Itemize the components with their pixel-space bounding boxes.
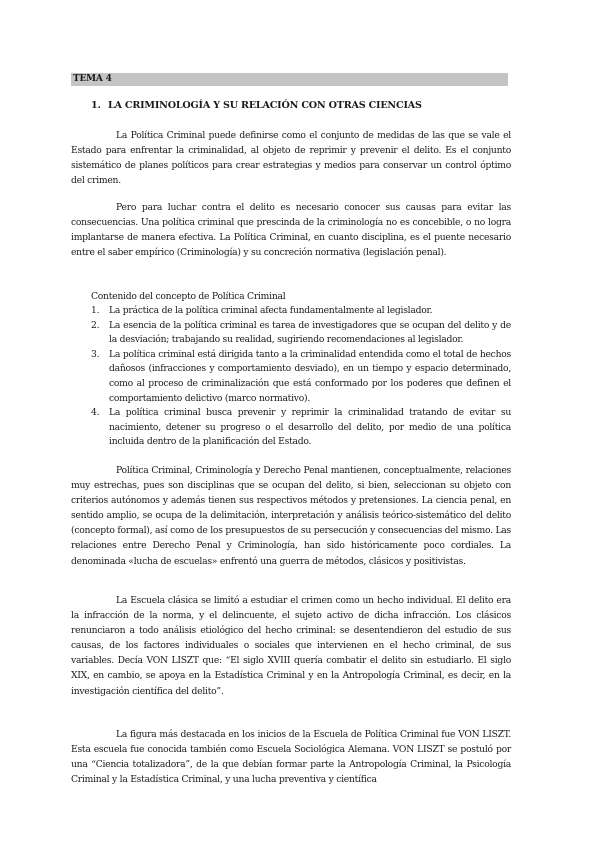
section-number: 1. (91, 100, 101, 111)
list-item-text: La política criminal está dirigida tanto a la criminalidad entendida como el total de hechos dañosos (infracciones y comportamiento desviado), en un tiempo y espacio determinado, como al proceso de criminalización que está conformado por los poderes que definen el comportamiento delictivo (marco normativo). (109, 348, 511, 404)
section-heading (91, 99, 511, 113)
paragraph-von-liszt: La figura más destacada en los inicios de la Escuela de Política Criminal fue VON LISZT. Esta escuela fue conocida también como Escuela Sociológica Alemana. VON LISZT se postuló por una “Ciencia totalizadora”, de la que debían formar parte la Antropología Criminal, la Psicología Criminal y la Estadística Criminal, y una lucha preventiva y científica (71, 729, 511, 786)
section-title: LA CRIMINOLOGÍA Y SU RELACIÓN CON OTRAS CIENCIAS (108, 100, 422, 111)
list-item-text: La política criminal busca prevenir y reprimir la criminalidad tratando de evitar su nacimiento, detener su progreso o el desarrollo del delito, por medio de una política incluida dentro de la planificación del Estado. (109, 407, 511, 448)
list-item (91, 348, 511, 406)
list-item-number: 1. (91, 305, 100, 316)
paragraph-politica-criminal-definition: La Política Criminal puede definirse como el conjunto de medidas de las que se vale el Estado para enfrentar la criminalidad, al objeto de reprimir y prevenir el delito. Es el conjunto sistemático de planes políticos para crear estrategias y medios para conservar un control óptimo del crimen. (71, 130, 511, 187)
list-item-number: 4. (91, 407, 100, 419)
content-list (91, 304, 511, 450)
list-item-number: 3. (91, 348, 100, 360)
paragraph-escuela-clasica: La Escuela clásica se limitó a estudiar el crimen como un hecho individual. El delito era la infracción de la norma, y el delincuente, el sujeto activo de dicha infracción. Los clásicos renunciaron a todo análisis etiológico del hecho criminal: se desentendieron del estudio de sus causas, de los factores individuales o sociales que intervienen en el hecho criminal, de sus variables. Decía VON LISZT que: “El siglo XVIII quería combatir el delito sin estudiarlo. El siglo XIX, en cambio, se apoya en la Estadística Criminal y en la Antropología Criminal, es decir, en la investigación científica del delito”. (71, 595, 511, 697)
list-item (91, 406, 511, 450)
topic-label: TEMA 4 (73, 74, 112, 84)
list-title: Contenido del concepto de Política Criminal (91, 291, 286, 302)
list-item-text: La esencia de la política criminal es tarea de investigadores que se ocupan del delito y de la desviación; trabajando su realidad, sugiriendo recomendaciones al legislador. (109, 319, 511, 346)
paragraph-disciplines-relation: Política Criminal, Criminología y Derecho Penal mantienen, conceptualmente, relaciones muy estrechas, pues son disciplinas que se ocupan del delito, si bien, seleccionan su objeto con criterios autónomos y además tienen sus respectivos métodos y pretensiones. La ciencia penal, en sentido amplio, se ocupa de la delimitación, interpretación y análisis teórico-sistemático del delito (concepto formal), así como de los presupuestos de su persecución y consecuencias del mismo. Las relaciones entre Derecho Penal y Criminología, han sido históricamente poco cordiales. La denominada «lucha de escuelas» enfrentó una guerra de métodos, clásicos y positivistas. (71, 465, 511, 567)
list-item (91, 319, 511, 348)
topic-header-bar (71, 73, 508, 86)
list-item (91, 304, 511, 319)
paragraph-causes-of-crime: Pero para luchar contra el delito es necesario conocer sus causas para evitar las consecuencias. Una política criminal que prescinda de la criminología no es concebible, o no logra implantarse de manera efectiva. La Política Criminal, en cuanto disciplina, es el puente necesario entre el saber empírico (Criminología) y su concreción normativa (legislación penal). (71, 202, 511, 259)
list-item-text: La práctica de la política criminal afecta fundamentalmente al legislador. (109, 305, 433, 316)
list-item-number: 2. (91, 319, 100, 331)
